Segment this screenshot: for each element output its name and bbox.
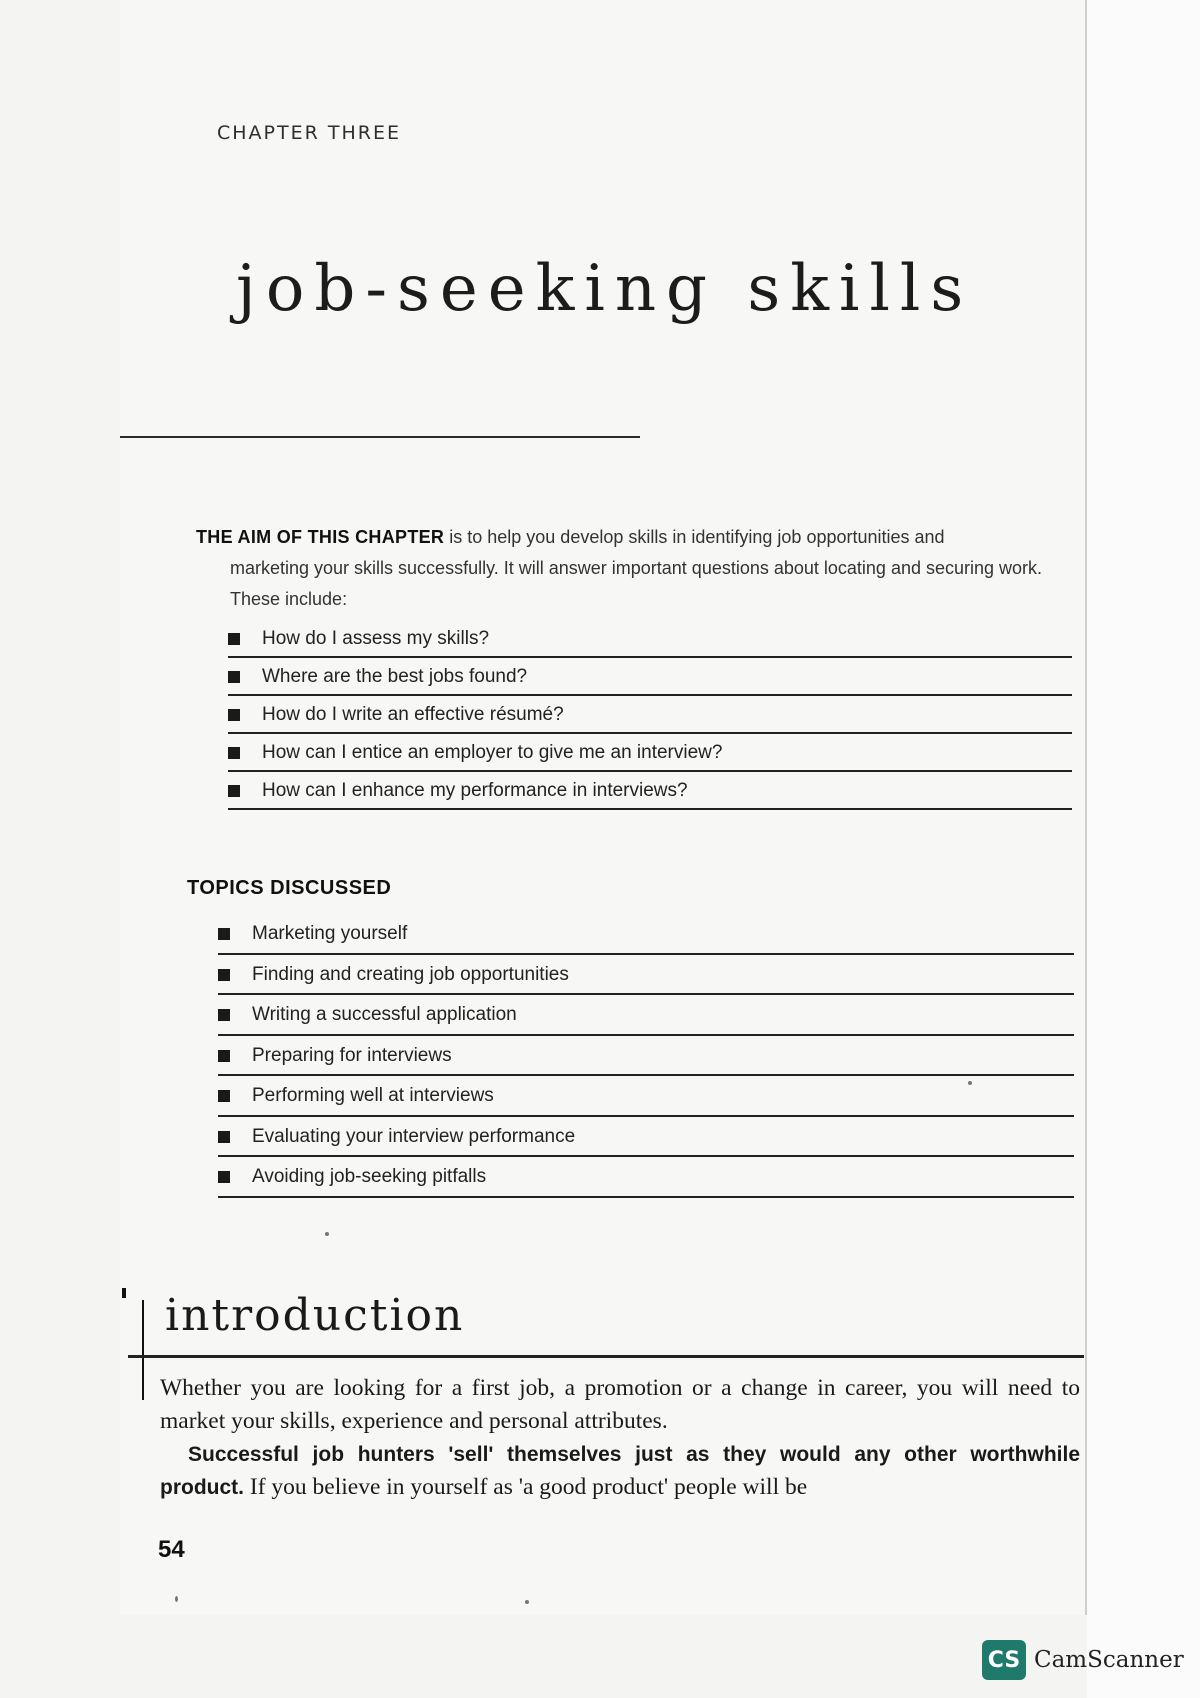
square-bullet-icon	[218, 1050, 230, 1062]
chapter-aim	[196, 522, 1072, 615]
question-text: How can I enhance my performance in interviews?	[262, 780, 688, 801]
list-item	[218, 1076, 1074, 1117]
camscanner-logo-icon: CS	[982, 1640, 1026, 1680]
paragraph	[160, 1438, 1080, 1504]
topic-text: Evaluating your interview performance	[252, 1125, 576, 1147]
topic-text: Preparing for interviews	[252, 1044, 452, 1066]
question-text: Where are the best jobs found?	[262, 666, 528, 687]
square-bullet-icon	[228, 671, 240, 683]
question-text: How do I write an effective résumé?	[262, 704, 564, 725]
section-marker	[122, 1288, 126, 1298]
list-item	[218, 1157, 1074, 1198]
section-rule	[128, 1355, 1084, 1358]
square-bullet-icon	[228, 709, 240, 721]
list-item	[228, 658, 1072, 696]
square-bullet-icon	[218, 1171, 230, 1183]
bold-sentence: Successful job hunters 'sell' themselves just as they would any other worthwhile product.	[160, 1443, 1080, 1499]
topic-text: Performing well at interviews	[252, 1085, 494, 1107]
square-bullet-icon	[228, 785, 240, 797]
introduction-body	[160, 1372, 1080, 1504]
topic-text: Marketing yourself	[252, 923, 408, 945]
aim-text-rest: marketing your skills successfully. It will answer important questions about locating and securing work. These include:	[230, 558, 1043, 609]
section-bar	[142, 1300, 144, 1400]
paragraph-text: If you believe in yourself as 'a good product' people will be	[244, 1474, 808, 1500]
list-item	[218, 995, 1074, 1036]
scan-speck	[525, 1600, 529, 1604]
square-bullet-icon	[218, 1090, 230, 1102]
camscanner-name: CamScanner	[1034, 1647, 1184, 1673]
square-bullet-icon	[228, 747, 240, 759]
scan-speck	[325, 1232, 329, 1236]
question-list	[228, 620, 1072, 810]
square-bullet-icon	[218, 969, 230, 981]
question-text: How can I entice an employer to give me an interview?	[262, 742, 723, 763]
list-item	[218, 955, 1074, 996]
topic-text: Finding and creating job opportunities	[252, 963, 569, 985]
list-item	[218, 1117, 1074, 1158]
question-text: How do I assess my skills?	[262, 628, 490, 649]
square-bullet-icon	[218, 1009, 230, 1021]
scan-speck	[175, 1596, 178, 1602]
list-item	[228, 772, 1072, 810]
square-bullet-icon	[218, 1131, 230, 1143]
aim-lead: THE AIM OF THIS CHAPTER	[196, 527, 445, 547]
topics-list	[218, 914, 1074, 1198]
topics-heading: TOPICS DISCUSSED	[187, 877, 392, 899]
camscanner-watermark	[982, 1640, 1184, 1680]
list-item	[218, 914, 1074, 955]
square-bullet-icon	[228, 633, 240, 645]
section-heading: introduction	[165, 1290, 465, 1341]
list-item	[228, 696, 1072, 734]
list-item	[228, 734, 1072, 772]
aim-text-line1: is to help you develop skills in identifying job opportunities and	[444, 527, 945, 547]
title-rule	[120, 436, 640, 438]
topic-text: Writing a successful application	[252, 1004, 517, 1026]
chapter-label: CHAPTER THREE	[217, 122, 401, 144]
paragraph: Whether you are looking for a first job, a promotion or a change in career, you will need to market your skills, experience and personal attributes.	[160, 1375, 1080, 1434]
list-item	[218, 1036, 1074, 1077]
scan-speck	[968, 1081, 972, 1085]
topic-text: Avoiding job-seeking pitfalls	[252, 1166, 487, 1188]
page-number: 54	[158, 1536, 185, 1563]
chapter-title: job-seeking skills	[236, 252, 974, 326]
list-item	[228, 620, 1072, 658]
square-bullet-icon	[218, 928, 230, 940]
scan-margin	[1087, 0, 1200, 1698]
